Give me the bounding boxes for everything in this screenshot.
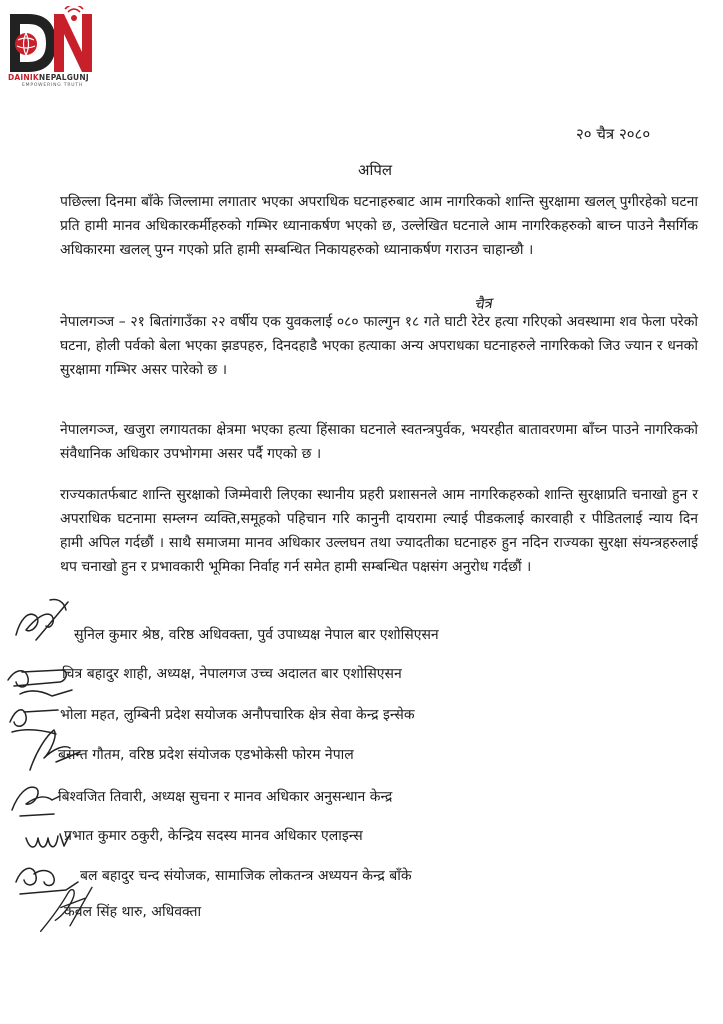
signatory-line: बल बहादुर चन्द संयोजक, सामाजिक लोकतन्त्र अध्ययन केन्द्र बाँके <box>80 868 412 884</box>
logo-brand-part1: DAINIK <box>8 73 39 82</box>
signatory-line: सुनिल कुमार श्रेष्ठ, वरिष्ठ अधिवक्ता, पुर्व उपाध्यक्ष नेपाल बार एशोसिएसन <box>74 627 439 643</box>
signatory-line: बिश्वजित तिवारी, अध्यक्ष सुचना र मानव अधिकार अनुसन्धान केन्द्र <box>58 789 393 805</box>
signatory-line: प्रभात कुमार ठकुरी, केन्द्रिय सदस्य मानव अधिकार एलाइन्स <box>64 828 363 844</box>
signature-4 <box>20 722 100 777</box>
logo-wordmark <box>8 73 89 82</box>
logo-tagline: EMPOWERING TRUTH <box>22 83 84 88</box>
signatory-line: कवल सिंह थारु, अधिवक्ता <box>64 904 202 920</box>
signatory-line: बसन्त गौतम, वरिष्ठ प्रदेश संयोजक एडभोकेसी फोरम नेपाल <box>58 747 354 763</box>
signatory-line: चित्र बहादुर शाही, अध्यक्ष, नेपालगज उच्च अदालत बार एशोसिएसन <box>62 666 402 682</box>
document-date: २० चैत्र २०८० <box>576 125 651 143</box>
appeal-paragraph-1: पछिल्ला दिनमा बाँके जिल्लामा लगातार भएका अपराधिक घटनाहरुबाट आम नागरिकको शान्ति सुरक्षामा खलल् पुगीरहेको घटना प्रति हामी मानव अधिकारकर्मीहरुको गम्भिर ध्यानाकर्षण भएको छ, उल्लेखित घटनाले आम नागरिकहरुको बाच्न पाउने नैसर्गिक अधिकारमा खलल् पुग्न गएको प्रति हामी सम्बन्धित निकायहरुको ध्यानाकर्षण गराउन चाहान्छौ । <box>60 194 698 258</box>
signature-1 <box>6 590 86 645</box>
signature-8 <box>30 880 110 935</box>
document-heading: अपिल <box>358 161 393 179</box>
signatory-line: भोला महत, लुम्बिनी प्रदेश सयोजक अनौपचारिक क्षेत्र सेवा केन्द्र इन्सेक <box>60 707 415 723</box>
appeal-paragraph-2: नेपालगञ्ज – २१ बितांगाउँका २२ वर्षीय एक युवकलाई ०८० फाल्गुन १८ गते घाटी रेटेर हत्या गरिएको अवस्थामा शव फेला परेको घटना, होली पर्वको बेला भएका झडपहरु, दिनदहाडै भएका हत्याका अन्य अपराधका घटनाहरुले नागरिकको जिउ ज्यान र धनको सुरक्षामा गम्भिर असर पारेको छ । <box>60 314 698 378</box>
appeal-paragraph-4: राज्यकातर्फबाट शान्ति सुरक्षाको जिम्मेवारी लिएका स्थानीय प्रहरी प्रशासनले आम नागरिकहरुको शान्ति सुरक्षाप्रति चनाखो हुन र अपराधिक घटनामा सम्लग्न व्यक्ति,समूहको पहिचान गरि कानुनी दायरामा ल्याई पीडकलाई कारवाही र पीडितलाई न्याय दिन हामी अपिल गर्दछौं । साथै समाजमा मानव अधिकार उल्लघन तथा ज्यादतीका घटनाहरु हुन नदिन राज्यका सुरक्षा संयन्त्रहरुलाई थप चनाखो हुन र प्रभावकारी भूमिका निर्वाह गर्न समेत हामी सम्बन्धित पक्षसंग अनुरोध गर्दछौं । <box>60 487 698 575</box>
handwritten-correction: चैत्र <box>473 294 493 314</box>
appeal-paragraph-3: नेपालगञ्ज, खजुरा लगायतका क्षेत्रमा भएका हत्या हिंसाका घटनाले स्वतन्त्रपुर्वक, भयरहीत बातावरणमा बाँच्न पाउने नागरिकको संवैधानिक अधिकार उपभोगमा असर पर्दै गएको छ । <box>60 422 698 462</box>
logo-brand-part2: NEPALGUNJ <box>38 73 89 82</box>
